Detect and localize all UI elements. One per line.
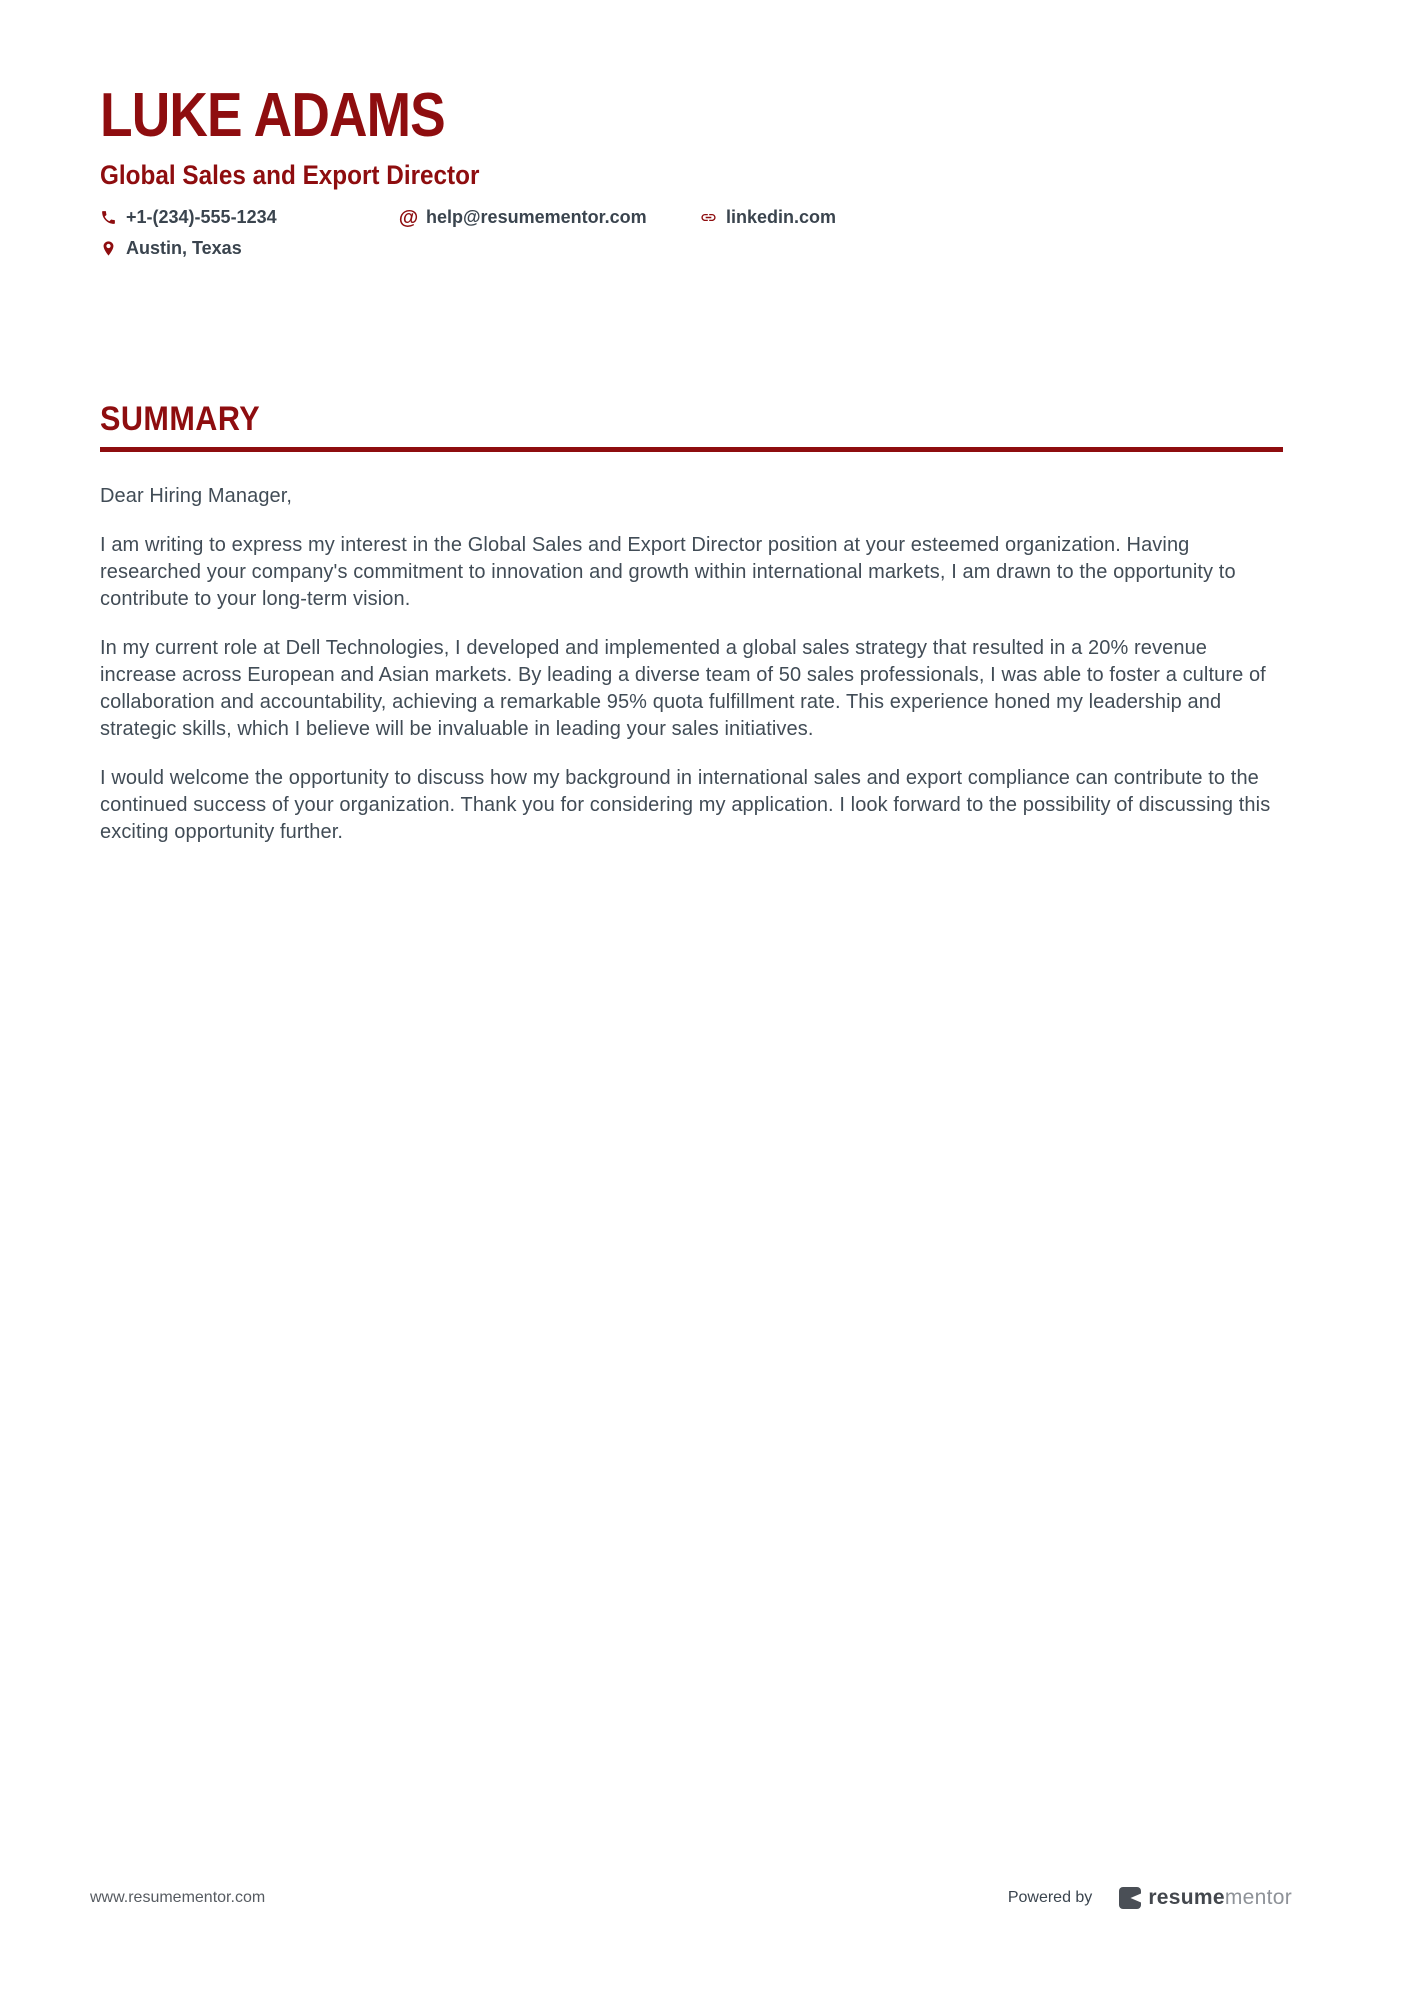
summary-heading: SUMMARY: [100, 400, 261, 439]
contact-location: [100, 238, 242, 259]
email-value: help@resumementor.com: [426, 207, 647, 228]
location-pin-icon: [100, 240, 117, 257]
page-footer: [0, 1886, 1410, 1910]
header: [100, 81, 1283, 259]
resumementor-logo[interactable]: [1118, 1886, 1292, 1910]
candidate-name: LUKE ADAMS: [100, 81, 445, 150]
phone-value: +1-(234)-555-1234: [126, 207, 277, 228]
footer-branding: [1008, 1886, 1292, 1910]
contact-email[interactable]: [400, 207, 700, 228]
cover-letter-body: [100, 483, 1283, 846]
section-divider: [100, 447, 1283, 452]
paragraph: I am writing to express my interest in the Global Sales and Export Director position at your esteemed organization. Having researched your company's commitment to innovation and growth within international markets, I am drawn to the opportunity to contribute to your long-term vision.: [100, 534, 1236, 611]
contact-row-2: [100, 238, 1283, 259]
resumementor-logo-icon: [1118, 1886, 1142, 1910]
paragraph: I would welcome the opportunity to discuss how my background in international sales and export compliance can contribute to the continued success of your organization. Thank you for considering my application. I look forward to the possibility of discussing this exciting opportunity further.: [100, 767, 1271, 844]
contact-row-1: [100, 207, 1283, 228]
contact-linkedin[interactable]: [700, 207, 836, 228]
powered-by-label: Powered by: [1007, 1889, 1093, 1906]
link-icon: [700, 209, 717, 226]
page-content: [0, 0, 1410, 846]
footer-website-link[interactable]: www.resumementor.com: [90, 1889, 266, 1906]
resumementor-logo-text: [1148, 1886, 1292, 1910]
contact-phone[interactable]: [100, 207, 400, 228]
logo-text-bold: resume: [1148, 1886, 1225, 1909]
email-at-icon: @: [398, 206, 419, 229]
linkedin-value: linkedin.com: [726, 207, 837, 228]
phone-icon: [100, 209, 117, 226]
salutation: Dear Hiring Manager,: [100, 485, 293, 508]
summary-section: [100, 402, 1283, 846]
contact-info: [100, 207, 1283, 259]
logo-text-light: mentor: [1224, 1886, 1292, 1909]
job-title: Global Sales and Export Director: [100, 160, 480, 190]
paragraph: In my current role at Dell Technologies, I developed and implemented a global sales strategy that resulted in a 20% revenue increase across European and Asian markets. By leading a diverse team of 50 sales professionals, I was able to foster a culture of collaboration and accountability, achieving a remarkable 95% quota fulfillment rate. This experience honed my leadership and strategic skills, which I believe will be invaluable in leading your sales initiatives.: [100, 637, 1266, 741]
location-value: Austin, Texas: [126, 238, 242, 259]
